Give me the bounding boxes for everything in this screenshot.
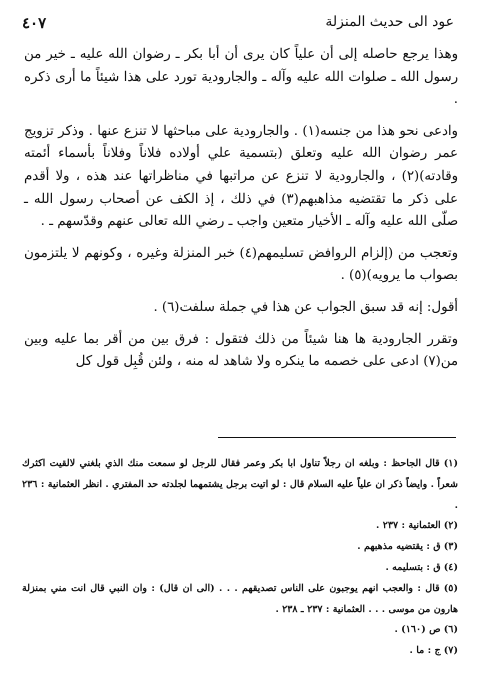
footnote <box>22 579 458 621</box>
footnote-number: (٣) <box>443 541 458 553</box>
paragraph: وتقرر الجارودية ها هنا شيئاً من ذلك فتقول : فرق بين من أقر بما عليه وبين من(٧) ادعى على خصمه ما ينكره ولا شاهد له منه ، ولئن قُبِل قول كل <box>24 331 458 370</box>
footnote-text: ق : بتسليمه . <box>385 561 441 573</box>
paragraph: وادعى نحو هذا من جنسه(١) . والجارودية على مباحثها لا تنزع عنها . وذكر تزويج عمر رضوان الله عليه وتعلق (بتسمية علي أولاده فلاناً وفلاناً بأسماء أئمته وقادته)(٢) ، والجارودية لا تنزع عن مراتبها في مناظراتها عند هذه ، ولا أقدم على ذكر ما تقتضيه مذاهبهم(٣) في ذلك ، إذ الكف عن أصحاب رسول الله ـ صلّى الله عليه وآله ـ الأخيار متعين واجب ـ رضي الله تعالى عنهم وقدّسهم ـ . <box>24 123 458 230</box>
paragraph: وهذا يرجع حاصله إلى أن علياً كان يرى أن أبا بكر ـ رضوان الله عليه ـ خير من رسول الله ـ صلوات الله عليه وآله ـ والجارودية تورد على هذا شيئاً ما أرى ذكره . <box>24 47 458 108</box>
running-header <box>22 14 454 38</box>
footnote-text: قال : والعجب انهم يوجبون على الناس تصديقهم . . . (الى ان قال) : وان النبي قال انت مني بمنزلة هارون من موسى . . . العثمانية : ٢٣٧ ـ ٢٣٨ . <box>22 582 458 615</box>
footnotes <box>22 454 458 662</box>
footnote-text: ج : ما . <box>409 645 441 657</box>
footnote-text: ق : يقتضيه مذهبهم . <box>357 541 441 553</box>
footnote-text: العثمانية : ٢٣٧ . <box>376 520 441 532</box>
main-text <box>24 44 458 383</box>
footnote-text: قال الجاحظ : وبلغه ان رجلاً تناول ابا بكر وعمر فقال للرجل لو سمعت منك الذي بلغني لالقيت اكثرك شعراً . وايضاً ذكر ان علياً عليه السلام قال : لو اتيت برجل يشتمهما لجلدته حد المفتري . انظر العثمانية : ٢٣٦ . <box>22 458 458 511</box>
footnote-text: ص (١٦٠) . <box>394 624 441 636</box>
footnote <box>22 454 458 516</box>
footnote-number: (٧) <box>443 645 458 657</box>
footnote-number: (٥) <box>443 582 458 594</box>
footnote-number: (٤) <box>443 561 458 573</box>
paragraph: أقول: إنه قد سبق الجواب عن هذا في جملة سلفت(٦) . <box>153 299 458 315</box>
footnote-number: (٢) <box>443 520 458 532</box>
footnote <box>22 620 458 641</box>
footnote-number: (١) <box>443 458 458 469</box>
footnote-divider <box>218 437 456 438</box>
footnote-number: (٦) <box>443 624 458 636</box>
footnote <box>22 641 458 662</box>
footnote <box>22 516 458 537</box>
page-number: ٤٠٧ <box>22 14 47 32</box>
paragraph: وتعجب من (إلزام الروافض تسليمهم(٤) خبر المنزلة وغيره ، وكونهم لا يلتزمون بصواب ما يرويه)(٥) . <box>24 245 458 284</box>
footnote <box>22 558 458 579</box>
footnote <box>22 537 458 558</box>
running-title: عود الى حديث المنزلة <box>325 14 454 30</box>
